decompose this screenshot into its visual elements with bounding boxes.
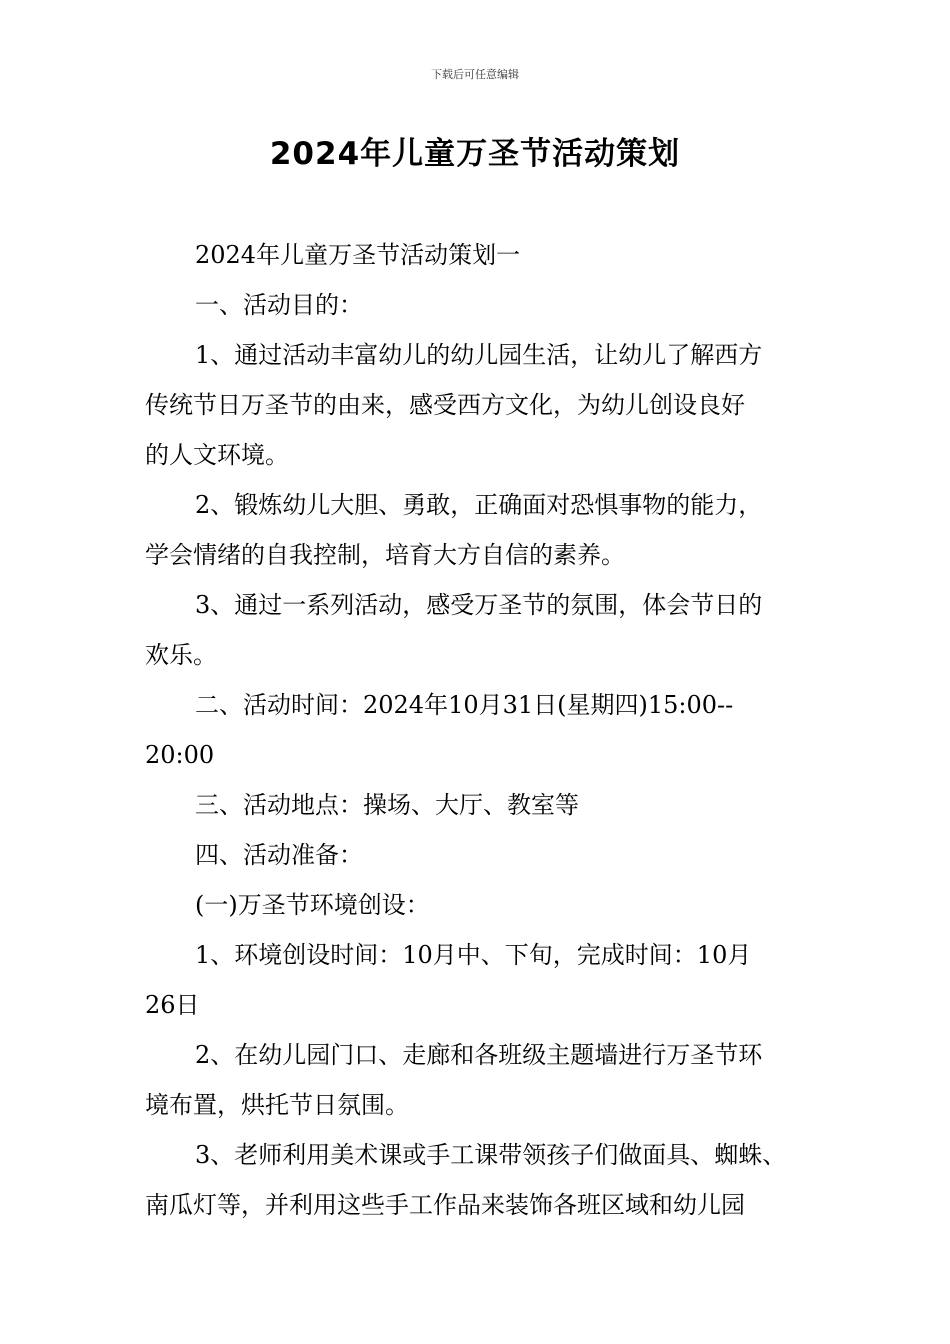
paragraph-line: 2024年儿童万圣节活动策划一 bbox=[195, 241, 521, 269]
paragraph-line: 欢乐。 bbox=[145, 641, 217, 669]
header-note: 下载后可任意编辑 bbox=[431, 68, 519, 81]
paragraph-line: 3、通过一系列活动，感受万圣节的氛围，体会节日的 bbox=[195, 591, 763, 619]
paragraph-line: 20:00 bbox=[145, 741, 215, 769]
paragraph-line: 26日 bbox=[145, 991, 200, 1019]
paragraph-line: 3、老师利用美术课或手工课带领孩子们做面具、蜘蛛、 bbox=[195, 1141, 787, 1169]
paragraph-line: 传统节日万圣节的由来，感受西方文化，为幼儿创设良好 bbox=[145, 391, 745, 419]
paragraph-line: 三、活动地点：操场、大厅、教室等 bbox=[195, 791, 579, 819]
paragraph-line: (一)万圣节环境创设： bbox=[195, 891, 430, 919]
paragraph-line: 学会情绪的自我控制，培育大方自信的素养。 bbox=[145, 541, 625, 569]
paragraph-line: 1、通过活动丰富幼儿的幼儿园生活，让幼儿了解西方 bbox=[195, 341, 763, 369]
paragraph-line: 1、环境创设时间：10月中、下旬，完成时间：10月 bbox=[195, 941, 752, 969]
document-title: 2024年儿童万圣节活动策划 bbox=[269, 136, 681, 172]
paragraph-line: 一、活动目的： bbox=[195, 291, 363, 319]
paragraph-line: 2、锻炼幼儿大胆、勇敢，正确面对恐惧事物的能力， bbox=[195, 491, 763, 519]
paragraph-line: 的人文环境。 bbox=[145, 441, 289, 469]
paragraph-line: 2、在幼儿园门口、走廊和各班级主题墙进行万圣节环 bbox=[195, 1041, 763, 1069]
document-body bbox=[145, 230, 825, 1230]
paragraph-line: 四、活动准备： bbox=[195, 841, 363, 869]
paragraph-line: 南瓜灯等，并利用这些手工作品来装饰各班区域和幼儿园 bbox=[145, 1191, 745, 1219]
paragraph-line: 境布置，烘托节日氛围。 bbox=[145, 1091, 409, 1119]
paragraph-line: 二、活动时间：2024年10月31日(星期四)15:00-- bbox=[195, 691, 734, 719]
